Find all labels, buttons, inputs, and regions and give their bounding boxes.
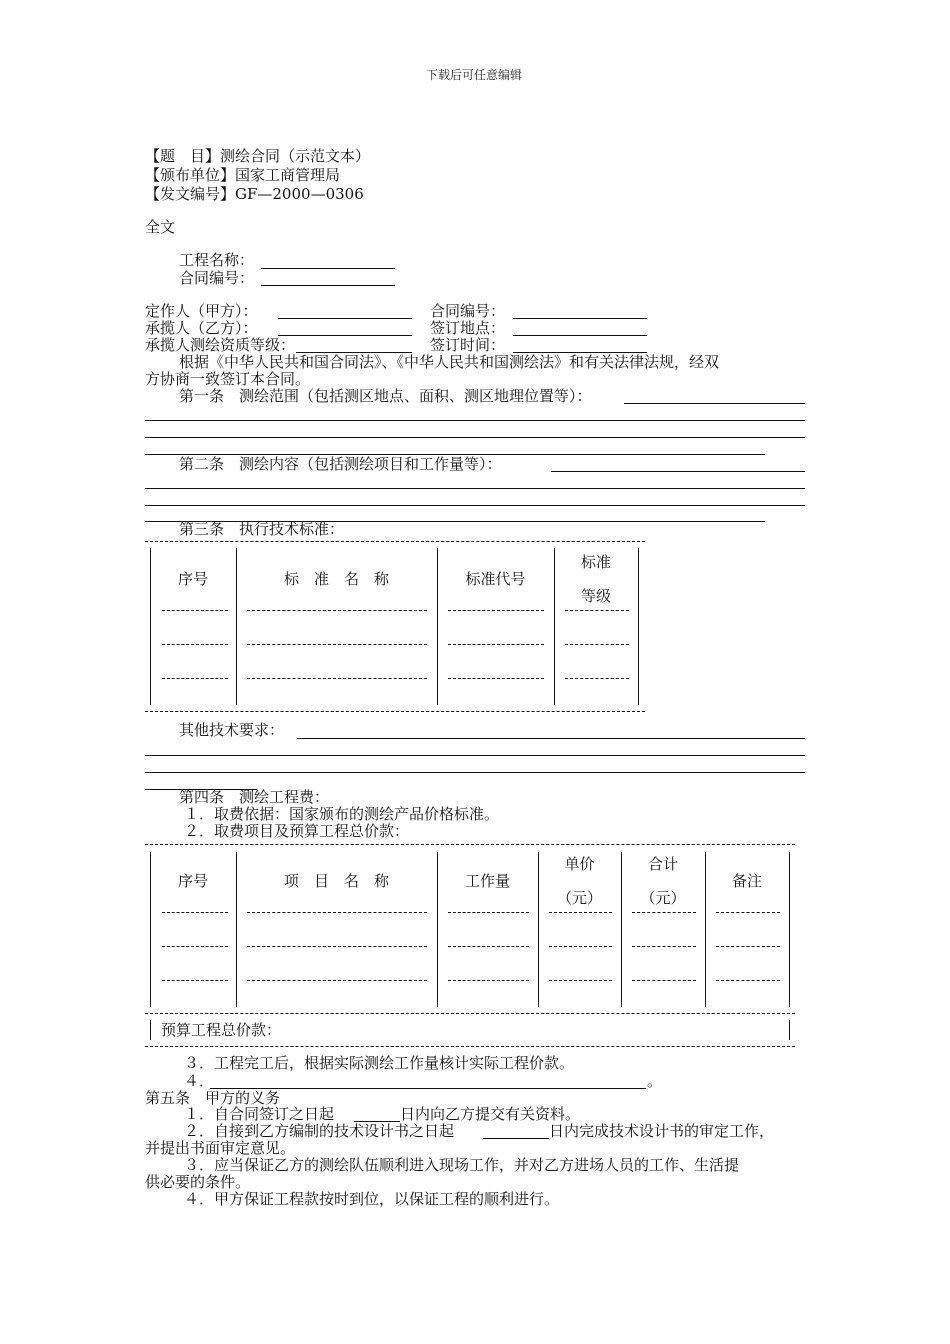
table2-header-name: 项 目 名 称 xyxy=(283,872,389,890)
article3-label: 第三条 执行技术标准： xyxy=(179,520,345,538)
article5-item2-start: ２．自接到乙方编制的技术设计书之日起 xyxy=(184,1122,455,1140)
project-name-label: 工程名称： xyxy=(179,251,255,269)
article2-line[interactable] xyxy=(145,505,805,506)
contract-no-label: 合同编号： xyxy=(430,302,506,320)
article1-label: 第一条 测绘范围（包括测区地点、面积、测区地理位置等）： xyxy=(179,387,592,405)
project-name-blank[interactable] xyxy=(261,268,395,269)
doc-number: 【发文编号】GF—2000—0306 xyxy=(145,185,364,203)
table1-header-name: 标 准 名 称 xyxy=(283,570,389,588)
table2-header-total-1: 合计 xyxy=(647,855,678,873)
party-b-label: 承揽人（乙方）： xyxy=(145,319,258,337)
qualification-label: 承揽人测绘资质等级： xyxy=(145,336,296,354)
preamble-line2: 方协商一致签订本合同。 xyxy=(145,370,311,388)
fulltext-label: 全文 xyxy=(145,218,176,236)
other-tech-line[interactable] xyxy=(145,755,805,756)
article2-line[interactable] xyxy=(145,488,805,489)
article4-title: 第四条 测绘工程费： xyxy=(179,788,330,806)
article1-blank[interactable] xyxy=(624,403,805,404)
page-header: 下载后可任意编辑 xyxy=(426,68,523,82)
doc-issuer: 【颁布单位】国家工商管理局 xyxy=(145,166,341,184)
contract-no-blank[interactable] xyxy=(513,318,647,319)
article1-line[interactable] xyxy=(145,420,805,421)
article2-label: 第二条 测绘内容（包括测绘项目和工作量等）： xyxy=(179,455,502,473)
sign-time-label: 签订时间： xyxy=(430,336,506,354)
article5-item2-cont: 并提出书面审定意见。 xyxy=(145,1139,296,1157)
table2-header-price-1: 单价 xyxy=(564,855,595,873)
sign-place-blank[interactable] xyxy=(513,335,647,336)
other-tech-line[interactable] xyxy=(145,772,805,773)
preamble-line1: 根据《中华人民共和国合同法》、《中华人民共和国测绘法》和有关法律法规，经双 xyxy=(179,353,720,371)
article5-item3-cont: 供必要的条件。 xyxy=(145,1173,251,1191)
party-a-label: 定作人（甲方）： xyxy=(145,302,258,320)
article5-item2-end: 日内完成技术设计书的审定工作， xyxy=(549,1122,775,1140)
other-tech-blank[interactable] xyxy=(297,738,805,739)
table1-header-level-1: 标准 xyxy=(580,553,611,571)
doc-title: 【题 目】测绘合同（示范文本） xyxy=(145,147,371,165)
article5-item3: ３．应当保证乙方的测绘队伍顺利进入现场工作，并对乙方进场人员的工作、生活提 xyxy=(184,1156,740,1174)
project-contract-no-blank[interactable] xyxy=(261,285,395,286)
project-contract-no-label: 合同编号： xyxy=(179,269,255,287)
table1-header-level-2: 等级 xyxy=(580,587,611,605)
article4-item2: ２．取费项目及预算工程总价款： xyxy=(184,822,410,840)
article4-item4-end: 。 xyxy=(647,1072,663,1090)
article1-line[interactable] xyxy=(145,437,805,438)
table1-header-no: 序号 xyxy=(177,570,208,588)
article4-item1: １．取费依据：国家颁布的测绘产品价格标准。 xyxy=(184,805,500,823)
article4-item3: ３．工程完工后，根据实际测绘工作量核计实际工程价款。 xyxy=(184,1054,575,1072)
table2-header-total-2: （元） xyxy=(640,889,686,907)
article2-blank[interactable] xyxy=(551,471,805,472)
party-a-blank[interactable] xyxy=(278,318,412,319)
table2-header-price-2: （元） xyxy=(556,889,602,907)
article5-item2-days-blank[interactable] xyxy=(483,1138,549,1139)
table2-header-qty: 工作量 xyxy=(464,872,510,890)
table1-header-code: 标准代号 xyxy=(465,570,526,588)
other-tech-label: 其他技术要求： xyxy=(179,721,285,739)
article5-item1-end: 日内向乙方提交有关资料。 xyxy=(400,1105,581,1123)
table2-total-label: 预算工程总价款： xyxy=(161,1021,282,1039)
article5-title: 第五条 甲方的义务 xyxy=(145,1089,281,1107)
sign-place-label: 签订地点： xyxy=(430,319,506,337)
article4-item4: ４． xyxy=(184,1072,215,1090)
table2-header-no: 序号 xyxy=(177,872,208,890)
party-b-blank[interactable] xyxy=(278,335,412,336)
article5-item1-start: １．自合同签订之日起 xyxy=(184,1105,335,1123)
table2-header-note: 备注 xyxy=(731,872,762,890)
article5-item4: ４．甲方保证工程款按时到位，以保证工程的顺利进行。 xyxy=(184,1190,560,1208)
